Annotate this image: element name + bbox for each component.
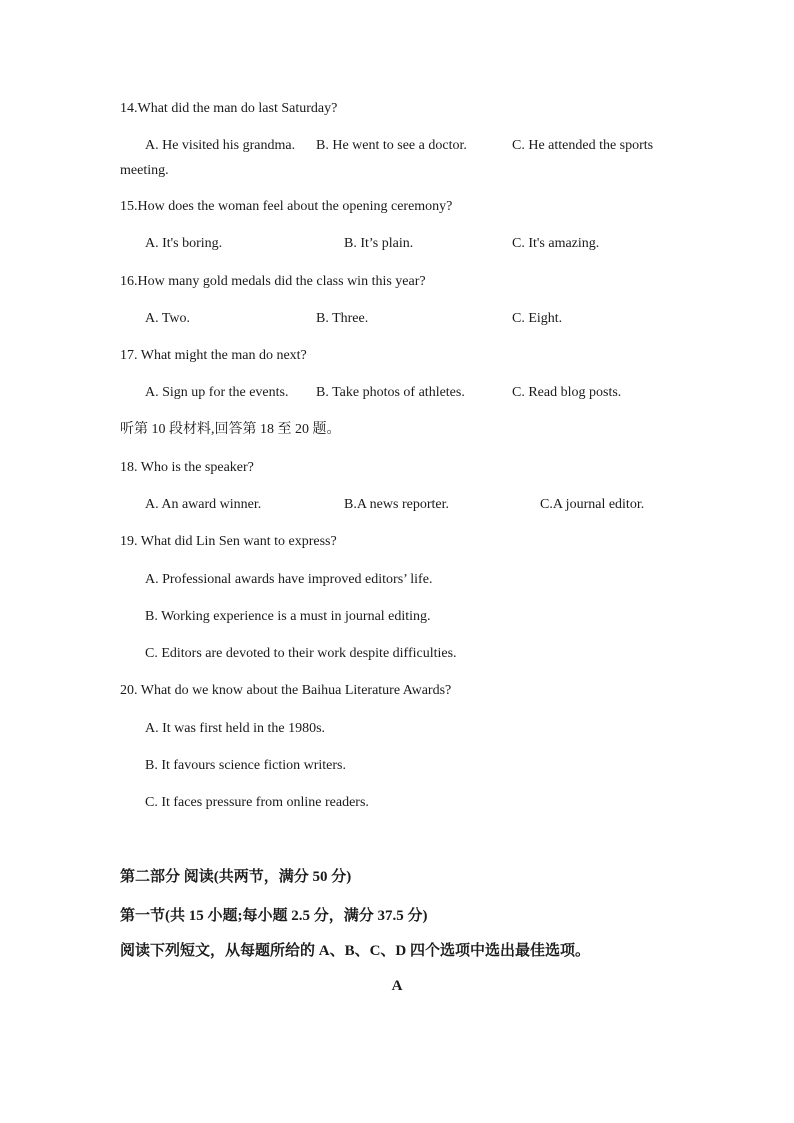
part2-title: 第二部分 阅读(共两节，满分 50 分) — [120, 869, 352, 885]
question-16-stem: 16.How many gold medals did the class win this year? — [120, 274, 426, 289]
part2-section1-heading: 第一节(共 15 小题;每小题 2.5 分，满分 37.5 分) — [120, 908, 428, 924]
question-15-option-c: C. It's amazing. — [512, 236, 600, 251]
question-15-option-a: A. It's boring. — [145, 236, 223, 251]
question-20-option-c: C. It faces pressure from online readers. — [145, 795, 369, 810]
listening-instruction: 听第 10 段材料,回答第 18 至 20 题。 — [120, 422, 341, 437]
question-18-stem: 18. Who is the speaker? — [120, 460, 254, 475]
question-14-option-a: A. He visited his grandma. — [145, 138, 296, 153]
part2-instruction: 阅读下列短文，从每题所给的 A、B、C、D 四个选项中选出最佳选项。 — [120, 943, 591, 959]
question-19-option-c: C. Editors are devoted to their work despite difficulties. — [145, 646, 457, 661]
passage-label: A — [391, 978, 403, 994]
question-14-stem: 14.What did the man do last Saturday? — [120, 101, 338, 116]
question-16-option-a: A. Two. — [145, 311, 191, 326]
question-19-option-a: A. Professional awards have improved editors’ life. — [145, 572, 433, 587]
question-14-option-c: C. He attended the sports — [512, 138, 654, 153]
question-17-option-a: A. Sign up for the events. — [145, 385, 289, 400]
question-18-option-a: A. An award winner. — [145, 497, 262, 512]
question-17-option-c: C. Read blog posts. — [512, 385, 622, 400]
question-16-option-b: B. Three. — [316, 311, 369, 326]
question-18-option-c: C.A journal editor. — [540, 497, 645, 512]
question-20-option-b: B. It favours science fiction writers. — [145, 758, 346, 773]
question-18-option-b: B.A news reporter. — [344, 497, 449, 512]
question-16-option-c: C. Eight. — [512, 311, 563, 326]
question-14-option-b: B. He went to see a doctor. — [316, 138, 467, 153]
question-19-option-b: B. Working experience is a must in journal editing. — [145, 609, 431, 624]
question-15-option-b: B. It’s plain. — [344, 236, 414, 251]
question-20-stem: 20. What do we know about the Baihua Literature Awards? — [120, 683, 452, 698]
question-15-stem: 15.How does the woman feel about the opening ceremony? — [120, 199, 453, 214]
question-14-option-c-wrap: meeting. — [120, 163, 169, 178]
question-19-stem: 19. What did Lin Sen want to express? — [120, 534, 337, 549]
question-17-option-b: B. Take photos of athletes. — [316, 385, 465, 400]
question-20-option-a: A. It was first held in the 1980s. — [145, 721, 326, 736]
question-17-stem: 17. What might the man do next? — [120, 348, 307, 363]
